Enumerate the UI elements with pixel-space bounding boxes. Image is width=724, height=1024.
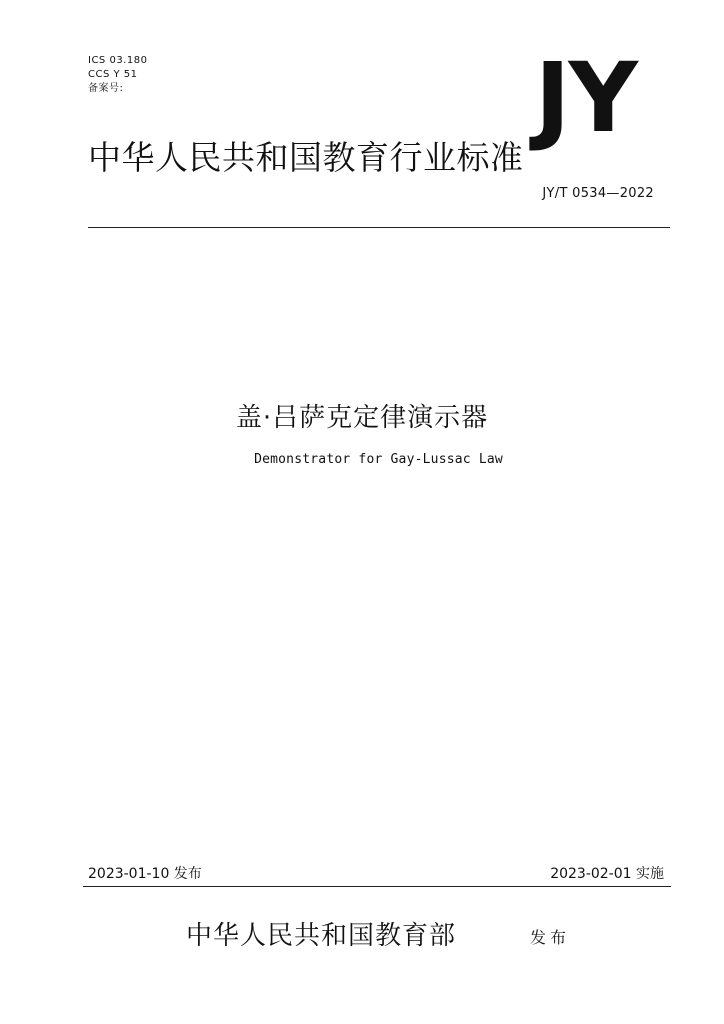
implementation-date: 2023-02-01 实施: [550, 866, 664, 882]
ccs-code: CCS Y 51: [88, 69, 138, 80]
publisher-name: 中华人民共和国教育部: [186, 921, 457, 951]
ics-code: ICS 03.180: [88, 55, 148, 66]
issue-date: 2023-01-10 发布: [88, 866, 202, 882]
filing-number-label: 备案号:: [88, 83, 124, 94]
header-divider: [88, 227, 670, 228]
document-title: 盖·吕萨克定律演示器: [235, 403, 489, 433]
standard-number: JY/T 0534—2022: [542, 186, 654, 201]
footer-divider: [83, 886, 671, 887]
jy-logo: JY: [534, 42, 636, 154]
document-title-english: Demonstrator for Gay-Lussac Law: [254, 452, 503, 467]
standard-type-heading: 中华人民共和国教育行业标准: [88, 138, 524, 177]
publish-label: 发布: [530, 928, 571, 947]
